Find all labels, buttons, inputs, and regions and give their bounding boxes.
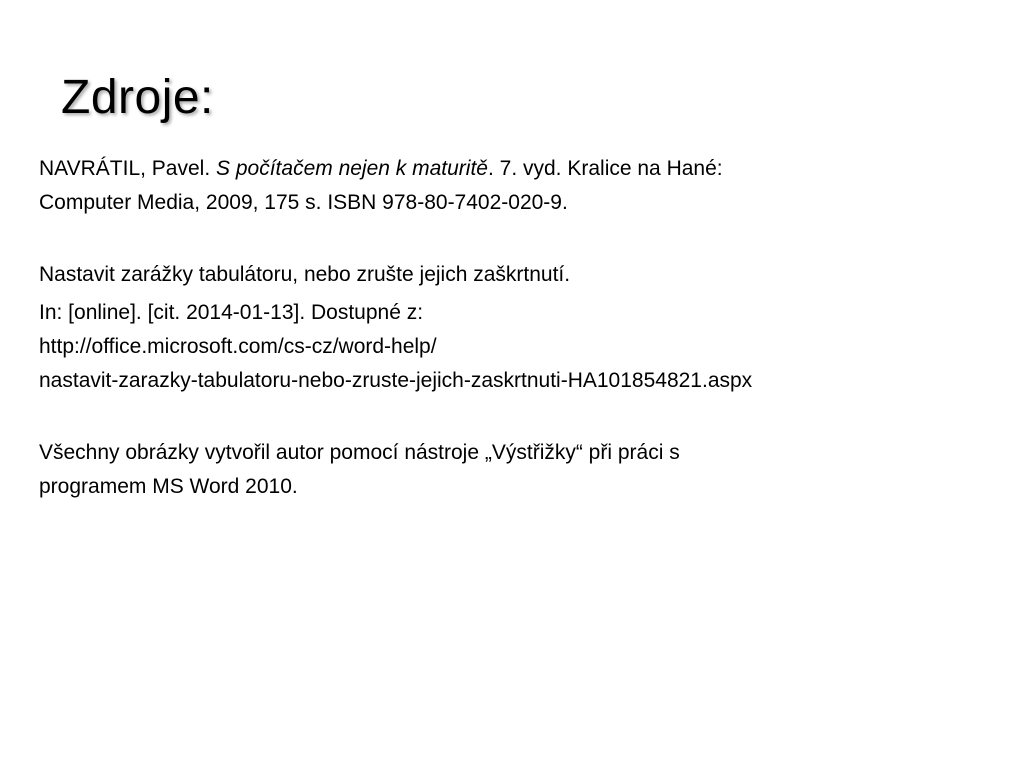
- source-book-title: S počítačem nejen k maturitě: [216, 157, 488, 180]
- source-book-details: . 7. vyd. Kralice na Hané:: [487, 157, 723, 180]
- source-images: [39, 436, 999, 504]
- source-images-line-2: programem MS Word 2010.: [39, 475, 298, 498]
- source-book: [39, 152, 999, 220]
- source-book-line-2: Computer Media, 2009, 175 s. ISBN 978-80-7402-020-9.: [39, 191, 568, 214]
- slide-title: Zdroje:: [61, 71, 214, 124]
- source-web: [39, 296, 999, 398]
- source-images-line-1: Všechny obrázky vytvořil autor pomocí nástroje „Výstřižky“ při práci s: [39, 441, 680, 464]
- source-web-title: [39, 258, 999, 292]
- source-web-line-1: In: [online]. [cit. 2014-01-13]. Dostupné z:: [39, 301, 424, 324]
- source-web-title-text: Nastavit zarážky tabulátoru, nebo zrušte jejich zaškrtnutí.: [39, 263, 571, 286]
- source-web-url-2[interactable]: nastavit-zarazky-tabulatoru-nebo-zruste-jejich-zaskrtnuti-HA101854821.aspx: [39, 369, 753, 392]
- sources-body: [39, 152, 999, 504]
- source-book-author: NAVRÁTIL, Pavel.: [39, 157, 211, 180]
- source-book-line-1: [39, 152, 999, 186]
- source-web-url-1[interactable]: http://office.microsoft.com/cs-cz/word-help/: [39, 335, 437, 358]
